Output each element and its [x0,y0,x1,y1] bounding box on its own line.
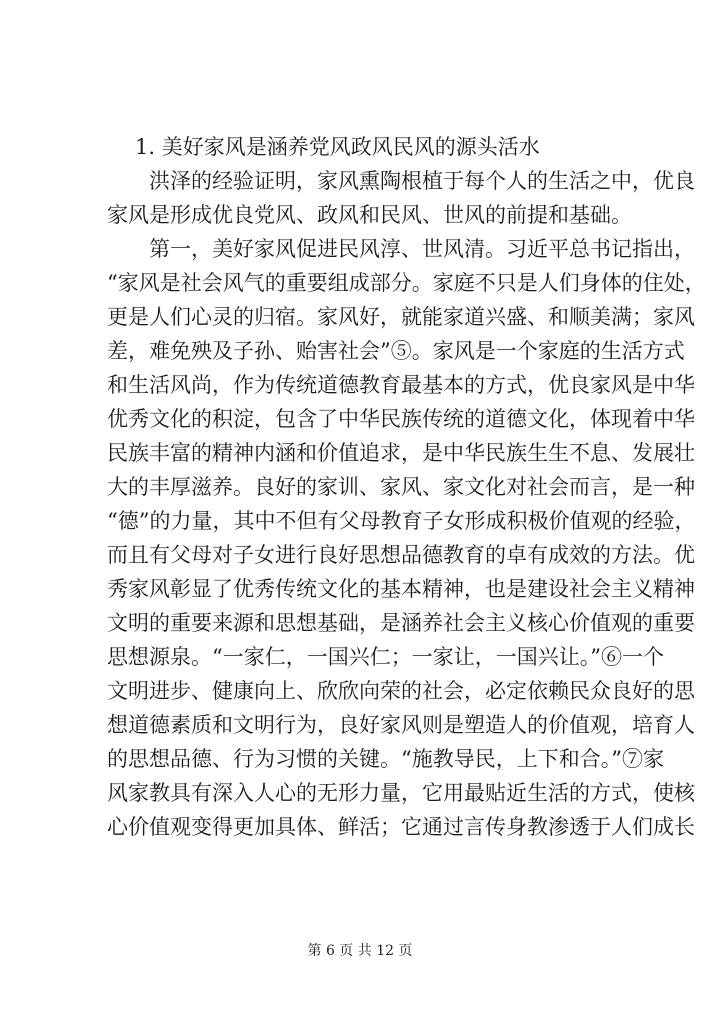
text-line: 洪泽的经验证明，家风熏陶根植于每个人的生活之中，优良 [149,169,695,193]
text-line: 第一，美好家风促进民风淳、世风清。习近平总书记指出， [149,237,695,261]
text-line: 家风是形成优良党风、政风和民风、世风的前提和基础。 [107,203,632,227]
text-line: 大的丰厚滋养。良好的家训、家风、家文化对社会而言，是一种 [107,475,695,499]
text-line: 风家教具有深入人心的无形力量，它用最贴近生活的方式，使核 [107,781,695,805]
text-line: “德”的力量，其中不但有父母教育子女形成积极价值观的经验， [107,509,696,533]
paragraph-1 [107,164,695,232]
text-line: 和生活风尚，作为传统道德教育最基本的方式，优良家风是中华 [107,373,695,397]
text-line: “家风是社会风气的重要组成部分。家庭不只是人们身体的住处， [107,271,706,295]
text-line: 而且有父母对子女进行良好思想品德教育的卓有成效的方法。优 [107,543,695,567]
text-line: 优秀文化的积淀，包含了中华民族传统的道德文化，体现着中华 [107,407,695,431]
paragraph-2 [107,232,706,844]
text-line: 文明的重要来源和思想基础，是涵养社会主义核心价值观的重要 [107,611,695,635]
document-body [107,130,706,844]
text-line: 想道德素质和文明行为，良好家风则是塑造人的价值观，培育人 [107,713,695,737]
text-line: 差，难免殃及子孙、贻害社会”⑤。家风是一个家庭的生活方式 [107,339,685,363]
text-line: 文明进步、健康向上、欣欣向荣的社会，必定依赖民众良好的思 [107,679,695,703]
text-line: 秀家风彰显了优秀传统文化的基本精神，也是建设社会主义精神 [107,577,695,601]
text-line: 的思想品德、行为习惯的关键。“施教导民，上下和合。”⑦家 [107,747,664,771]
text-line: 思想源泉。“一家仁，一国兴仁；一家让，一国兴让。”⑥一个 [107,645,664,669]
text-line: 心价值观变得更加具体、鲜活；它通过言传身教渗透于人们成长 [107,815,695,839]
text-line: 更是人们心灵的归宿。家风好，就能家道兴盛、和顺美满；家风 [107,305,695,329]
text-line: 民族丰富的精神内涵和价值追求，是中华民族生生不息、发展壮 [107,441,695,465]
section-heading: 1. 美好家风是涵养党风政风民风的源头活水 [135,135,540,159]
page-number-footer: 第 6 页 共 12 页 [307,943,413,959]
